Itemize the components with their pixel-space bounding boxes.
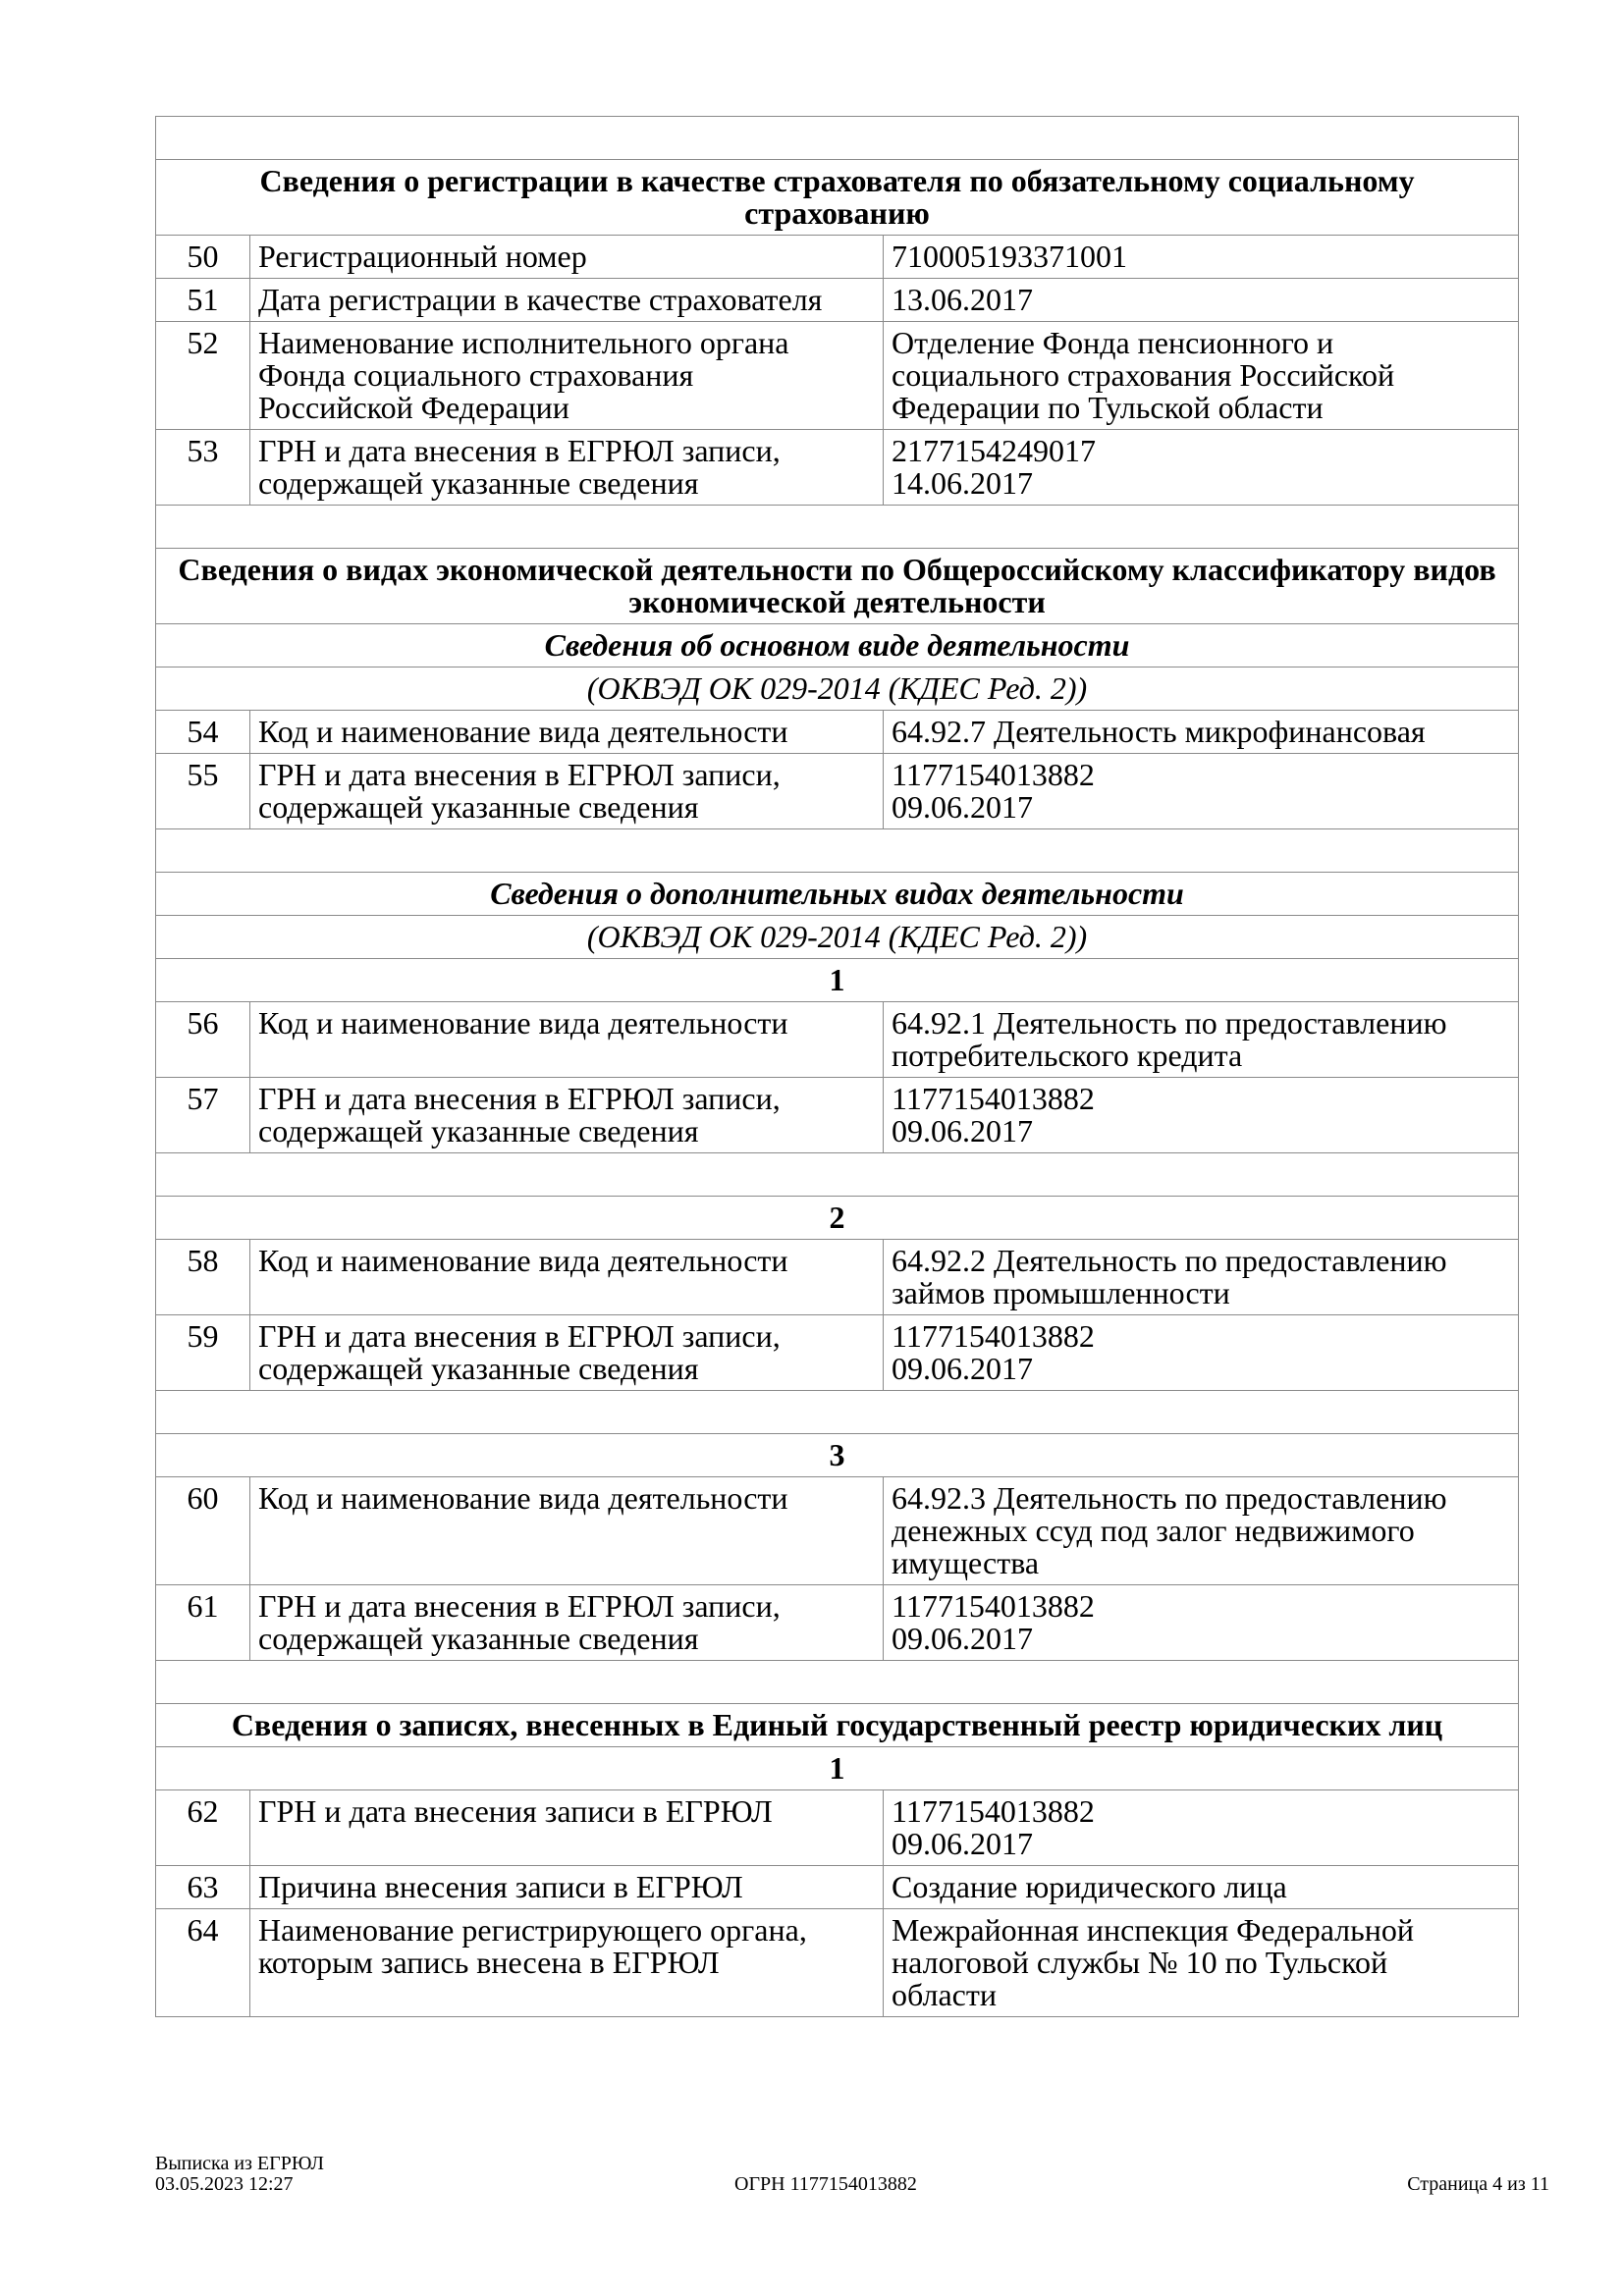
- row-number: 55: [156, 754, 250, 829]
- group-index-row: [156, 959, 1519, 1002]
- row-number: 57: [156, 1078, 250, 1153]
- field-value: [884, 1866, 1519, 1909]
- field-value-line: 710005193371001: [892, 239, 1127, 274]
- table-row: [156, 711, 1519, 754]
- field-label-line: Код и наименование вида деятельности: [258, 1005, 788, 1041]
- field-value-line: Федерации по Тульской области: [892, 390, 1324, 425]
- footer-document-name: Выписка из ЕГРЮЛ: [155, 2153, 324, 2174]
- classifier-label-row: [156, 916, 1519, 959]
- row-number: 54: [156, 711, 250, 754]
- field-label: [250, 1866, 884, 1909]
- row-number: 56: [156, 1002, 250, 1078]
- table-row: [156, 430, 1519, 506]
- spacer-row: [156, 1153, 1519, 1197]
- table-row: [156, 1909, 1519, 2017]
- group-index: 3: [156, 1434, 1519, 1477]
- field-label: [250, 1790, 884, 1866]
- section-title-fss: Сведения о регистрации в качестве страхователя по обязательному социальному страхованию: [156, 160, 1519, 236]
- spacer-row: [156, 117, 1519, 160]
- field-value-line: 64.92.2 Деятельность по предоставлению: [892, 1243, 1447, 1278]
- field-label: [250, 1078, 884, 1153]
- table-row: [156, 1315, 1519, 1391]
- spacer-row: [156, 506, 1519, 549]
- field-label-line: Регистрационный номер: [258, 239, 587, 274]
- field-label: [250, 1240, 884, 1315]
- field-label-line: Российской Федерации: [258, 390, 569, 425]
- field-value-line: области: [892, 1977, 997, 2012]
- spacer-row: [156, 1391, 1519, 1434]
- field-label: [250, 1909, 884, 2017]
- field-label-line: содержащей указанные сведения: [258, 1351, 699, 1386]
- field-value-line: Межрайонная инспекция Федеральной: [892, 1912, 1414, 1948]
- egrul-extract-page: [155, 116, 1518, 2017]
- table-row: [156, 322, 1519, 430]
- field-value-line: 2177154249017: [892, 433, 1096, 468]
- row-number: 63: [156, 1866, 250, 1909]
- field-value: [884, 1585, 1519, 1661]
- field-label-line: содержащей указанные сведения: [258, 465, 699, 501]
- field-label-line: Дата регистрации в качестве страхователя: [258, 282, 823, 317]
- field-label: [250, 1585, 884, 1661]
- field-label-line: ГРН и дата внесения в ЕГРЮЛ записи,: [258, 1318, 781, 1354]
- field-label-line: Наименование регистрирующего органа,: [258, 1912, 807, 1948]
- group-index-row: [156, 1434, 1519, 1477]
- field-value: [884, 1909, 1519, 2017]
- field-value: [884, 430, 1519, 506]
- subsection-title-main-activity: Сведения об основном виде деятельности: [156, 624, 1519, 667]
- field-label-line: Причина внесения записи в ЕГРЮЛ: [258, 1869, 743, 1904]
- field-label-line: содержащей указанные сведения: [258, 1621, 699, 1656]
- group-index: 1: [156, 959, 1519, 1002]
- subsection-title-main-activity-row: [156, 624, 1519, 667]
- field-value-line: 09.06.2017: [892, 1621, 1033, 1656]
- group-index: 2: [156, 1197, 1519, 1240]
- field-value-line: 1177154013882: [892, 1793, 1095, 1829]
- field-value-line: 09.06.2017: [892, 1113, 1033, 1148]
- field-label-line: ГРН и дата внесения в ЕГРЮЛ записи,: [258, 1081, 781, 1116]
- table-row: [156, 1240, 1519, 1315]
- field-value-line: 64.92.1 Деятельность по предоставлению: [892, 1005, 1447, 1041]
- field-value: [884, 1240, 1519, 1315]
- section-title-okved: Сведения о видах экономической деятельности по Общероссийскому классификатору видов экономической деятельности: [156, 549, 1519, 624]
- field-value-line: 1177154013882: [892, 757, 1095, 792]
- section-title-okved-row: [156, 549, 1519, 624]
- field-label-line: Наименование исполнительного органа: [258, 325, 789, 360]
- footer-left: [155, 2154, 324, 2195]
- field-value-line: 1177154013882: [892, 1081, 1095, 1116]
- spacer-row: [156, 1661, 1519, 1704]
- row-number: 52: [156, 322, 250, 430]
- field-value: [884, 1078, 1519, 1153]
- table-row: [156, 279, 1519, 322]
- field-value-line: 09.06.2017: [892, 1826, 1033, 1861]
- table-row: [156, 754, 1519, 829]
- field-label: [250, 279, 884, 322]
- field-label-line: которым запись внесена в ЕГРЮЛ: [258, 1945, 720, 1980]
- section-title-fss-row: [156, 160, 1519, 236]
- field-value-line: 64.92.3 Деятельность по предоставлению: [892, 1480, 1447, 1516]
- field-value: [884, 754, 1519, 829]
- field-value-line: 1177154013882: [892, 1318, 1095, 1354]
- row-number: 53: [156, 430, 250, 506]
- row-number: 64: [156, 1909, 250, 2017]
- table-row: [156, 1790, 1519, 1866]
- classifier-label: (ОКВЭД ОК 029-2014 (КДЕС Ред. 2)): [156, 916, 1519, 959]
- field-value-line: 64.92.7 Деятельность микрофинансовая: [892, 714, 1426, 749]
- field-value-line: налоговой службы № 10 по Тульской: [892, 1945, 1388, 1980]
- field-label: [250, 711, 884, 754]
- table-row: [156, 236, 1519, 279]
- field-label-line: Код и наименование вида деятельности: [258, 1480, 788, 1516]
- footer-ogrn: ОГРН 1177154013882: [734, 2173, 917, 2195]
- field-value-line: имущества: [892, 1545, 1040, 1580]
- subsection-title-additional-activities: Сведения о дополнительных видах деятельности: [156, 873, 1519, 916]
- field-value-line: 09.06.2017: [892, 1351, 1033, 1386]
- row-number: 62: [156, 1790, 250, 1866]
- row-number: 59: [156, 1315, 250, 1391]
- table-row: [156, 1078, 1519, 1153]
- group-index: 1: [156, 1747, 1519, 1790]
- field-label-line: ГРН и дата внесения в ЕГРЮЛ записи,: [258, 757, 781, 792]
- field-value-line: 13.06.2017: [892, 282, 1033, 317]
- field-value-line: потребительского кредита: [892, 1038, 1243, 1073]
- field-value: [884, 279, 1519, 322]
- field-value-line: 14.06.2017: [892, 465, 1033, 501]
- field-label-line: Код и наименование вида деятельности: [258, 1243, 788, 1278]
- classifier-label: (ОКВЭД ОК 029-2014 (КДЕС Ред. 2)): [156, 667, 1519, 711]
- subsection-title-additional-activities-row: [156, 873, 1519, 916]
- field-value: [884, 236, 1519, 279]
- row-number: 58: [156, 1240, 250, 1315]
- field-label-line: Код и наименование вида деятельности: [258, 714, 788, 749]
- field-value-line: займов промышленности: [892, 1275, 1230, 1310]
- row-number: 61: [156, 1585, 250, 1661]
- footer-page-number: Страница 4 из 11: [1407, 2173, 1549, 2195]
- table-row: [156, 1477, 1519, 1585]
- row-number: 60: [156, 1477, 250, 1585]
- group-index-row: [156, 1747, 1519, 1790]
- field-value: [884, 1002, 1519, 1078]
- field-value-line: социального страхования Российской: [892, 357, 1395, 393]
- field-label-line: ГРН и дата внесения записи в ЕГРЮЛ: [258, 1793, 773, 1829]
- group-index-row: [156, 1197, 1519, 1240]
- field-value-line: денежных ссуд под залог недвижимого: [892, 1513, 1415, 1548]
- page-footer: [155, 2154, 1549, 2213]
- field-label: [250, 754, 884, 829]
- field-label-line: ГРН и дата внесения в ЕГРЮЛ записи,: [258, 1588, 781, 1624]
- field-label-line: Фонда социального страхования: [258, 357, 694, 393]
- section-title-records-row: [156, 1704, 1519, 1747]
- field-label-line: ГРН и дата внесения в ЕГРЮЛ записи,: [258, 433, 781, 468]
- table-row: [156, 1002, 1519, 1078]
- table-row: [156, 1866, 1519, 1909]
- field-value: [884, 322, 1519, 430]
- table-row: [156, 1585, 1519, 1661]
- field-label-line: содержащей указанные сведения: [258, 1113, 699, 1148]
- classifier-label-row: [156, 667, 1519, 711]
- field-value: [884, 1315, 1519, 1391]
- field-value-line: Создание юридического лица: [892, 1869, 1287, 1904]
- field-value: [884, 1477, 1519, 1585]
- field-value-line: Отделение Фонда пенсионного и: [892, 325, 1334, 360]
- field-label: [250, 1002, 884, 1078]
- field-label: [250, 322, 884, 430]
- field-value-line: 1177154013882: [892, 1588, 1095, 1624]
- field-label: [250, 236, 884, 279]
- field-label: [250, 1315, 884, 1391]
- row-number: 51: [156, 279, 250, 322]
- spacer-row: [156, 829, 1519, 873]
- field-label: [250, 430, 884, 506]
- field-value: [884, 1790, 1519, 1866]
- field-label-line: содержащей указанные сведения: [258, 789, 699, 825]
- field-value: [884, 711, 1519, 754]
- egrul-table: [155, 116, 1519, 2017]
- row-number: 50: [156, 236, 250, 279]
- field-value-line: 09.06.2017: [892, 789, 1033, 825]
- field-label: [250, 1477, 884, 1585]
- footer-datetime: 03.05.2023 12:27: [155, 2173, 294, 2195]
- section-title-records: Сведения о записях, внесенных в Единый государственный реестр юридических лиц: [156, 1704, 1519, 1747]
